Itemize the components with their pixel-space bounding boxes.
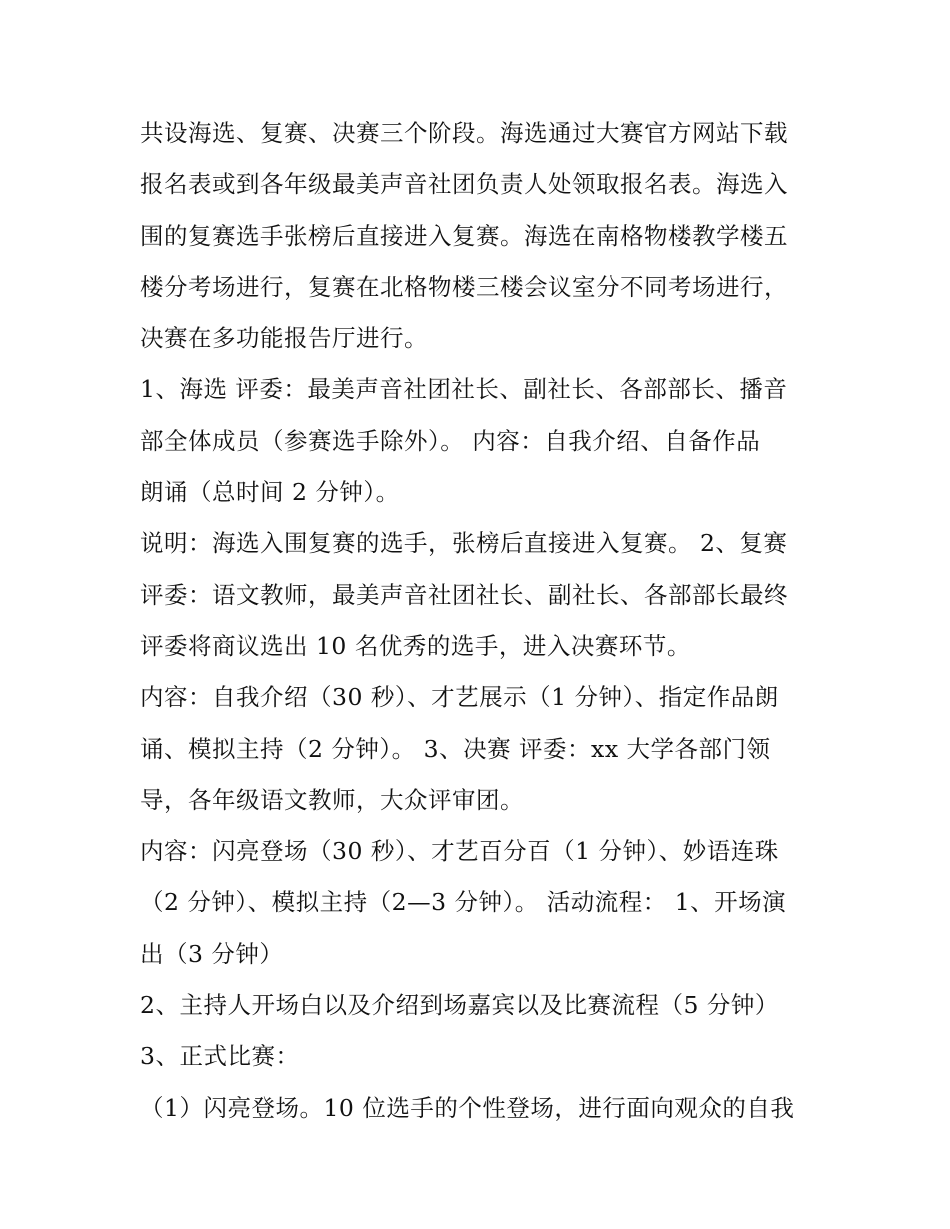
- text-line: 内容：自我介绍（30 秒）、才艺展示（1 分钟）、指定作品朗: [140, 683, 779, 712]
- text-line: 2、主持人开场白以及介绍到场嘉宾以及比赛流程（5 分钟）: [140, 991, 779, 1020]
- text-line: 楼分考场进行，复赛在北格物楼三楼会议室分不同考场进行，: [140, 272, 788, 301]
- text-line: 3、正式比赛：: [140, 1042, 300, 1071]
- text-line: 评委将商议选出 10 名优秀的选手，进入决赛环节。: [140, 631, 691, 660]
- text-line: 围的复赛选手张榜后直接进入复赛。海选在南格物楼教学楼五: [140, 221, 788, 250]
- text-line: 部全体成员（参赛选手除外）。 内容：自我介绍、自备作品: [140, 426, 761, 455]
- text-line: 内容：闪亮登场（30 秒）、才艺百分百（1 分钟）、妙语连珠: [140, 837, 779, 866]
- text-line: 诵、模拟主持（2 分钟）。 3、决赛 评委：xx 大学各部门领: [140, 734, 771, 763]
- text-line: （1）闪亮登场。10 位选手的个性登场，进行面向观众的自我: [140, 1093, 795, 1122]
- text-line: 决赛在多功能报告厅进行。: [140, 324, 428, 353]
- text-line: 说明：海选入围复赛的选手，张榜后直接进入复赛。 2、复赛: [140, 529, 788, 558]
- text-line: 报名表或到各年级最美声音社团负责人处领取报名表。海选入: [140, 170, 788, 199]
- text-line: 导，各年级语文教师，大众评审团。: [140, 785, 524, 814]
- text-line: 共设海选、复赛、决赛三个阶段。海选通过大赛官方网站下载: [140, 119, 788, 147]
- document-body: [140, 108, 820, 1134]
- text-line: 朗诵（总时间 2 分钟）。: [140, 478, 400, 507]
- text-line: （2 分钟）、模拟主持（2—3 分钟）。 活动流程： 1、开场演: [140, 888, 787, 917]
- text-line: 1、海选 评委：最美声音社团社长、副社长、各部部长、播音: [140, 375, 788, 404]
- text-line: 出（3 分钟）: [140, 939, 284, 968]
- text-line: 评委：语文教师，最美声音社团社长、副社长、各部部长最终: [140, 580, 788, 609]
